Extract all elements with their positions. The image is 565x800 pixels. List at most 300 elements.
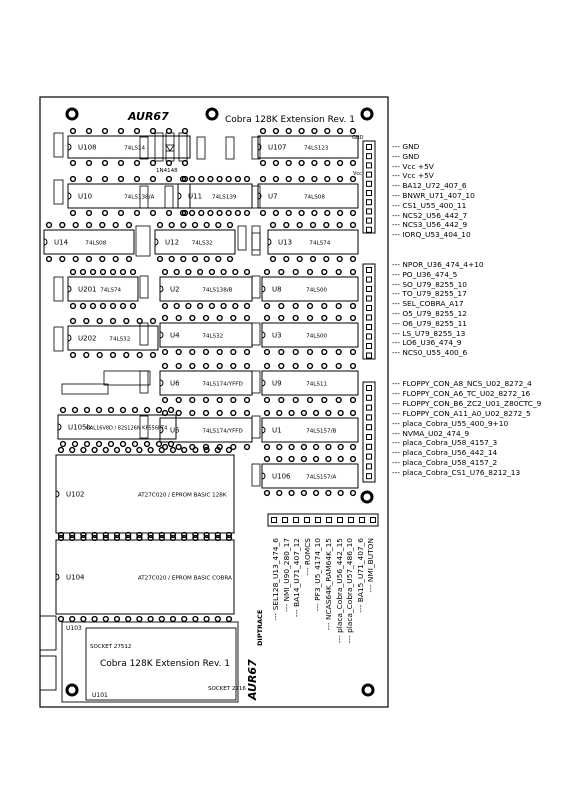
chip-ref: U201 (78, 285, 97, 294)
chip-pin (322, 398, 327, 403)
chip-pin (87, 161, 92, 166)
chip-pin (176, 316, 181, 321)
chip-pin (337, 223, 342, 228)
chip-pin (261, 161, 266, 166)
signal-label: --- CS1_U55_400_11 (392, 200, 467, 210)
chip-u3 (262, 316, 358, 355)
signal-label: --- SEL_COBRA_A17 (392, 299, 464, 309)
chip-pin (217, 364, 222, 369)
chip-pin (167, 177, 172, 182)
chip-pin (71, 211, 76, 216)
chip-pin (158, 223, 163, 228)
connector-pin (283, 518, 288, 523)
chip-pin (336, 350, 341, 355)
chip-part: 74LS00 (306, 287, 328, 294)
chip-pin (289, 491, 294, 496)
chip-pin (145, 442, 150, 447)
chip-pin (293, 304, 298, 309)
chip-pin (265, 304, 270, 309)
connector-pin (367, 315, 372, 320)
chip-pin (351, 411, 356, 416)
chip-pin (351, 177, 356, 182)
chip-pin (308, 304, 313, 309)
chip-pin (97, 353, 102, 358)
connector-pin (371, 518, 376, 523)
chip-pin (308, 398, 313, 403)
chip-pin (322, 304, 327, 309)
chip-pin (351, 350, 356, 355)
signal-label: --- NCS0_U55_400_6 (392, 348, 468, 358)
chip-pin (71, 353, 76, 358)
chip-pin (186, 270, 191, 275)
chip-pin (81, 448, 86, 453)
chip-pin (113, 223, 118, 228)
signal-label: --- FLOPPY_CON_A8_NCS_U02_8272_4 (392, 379, 532, 388)
connector-pin (367, 386, 372, 391)
chip-pin (151, 353, 156, 358)
chip-pin (70, 448, 75, 453)
chip-pin (265, 491, 270, 496)
chip-pin (245, 398, 250, 403)
chip-u104 (56, 533, 234, 622)
chip-pin (174, 270, 179, 275)
chip-pin (277, 491, 282, 496)
chip-pin (115, 448, 120, 453)
connector-pin (367, 353, 372, 358)
chip-pin (326, 491, 331, 496)
chip-part: 74LS123 (304, 145, 329, 152)
connector-pin (367, 154, 372, 159)
chip-pin (73, 408, 78, 413)
chip-pin (163, 270, 168, 275)
chip-pin (299, 161, 304, 166)
chip-pin (119, 211, 124, 216)
chip-pin (314, 411, 319, 416)
chip-pin (336, 364, 341, 369)
chip-pin (336, 304, 341, 309)
chip-pin (59, 617, 64, 622)
signal-label: --- IORQ_U53_404_10 (392, 230, 471, 240)
chip-pin (325, 211, 330, 216)
chip-pin (217, 411, 222, 416)
connector-pin (327, 518, 332, 523)
chip-ref: U5 (170, 426, 180, 435)
chip-ref: U106 (272, 472, 291, 481)
chip-pin (204, 364, 209, 369)
chip-pin (151, 211, 156, 216)
chip-pin (85, 442, 90, 447)
chip-u201 (68, 270, 138, 309)
chip-pin (111, 304, 116, 309)
connector-pin (367, 325, 372, 330)
signal-label: --- GND (392, 151, 420, 161)
chip-pin (204, 257, 209, 262)
board-title-top: Cobra 128K Extension Rev. 1 (225, 115, 356, 125)
chip-pin (279, 364, 284, 369)
chip-part: 74LS157/B (306, 428, 337, 435)
connector-pin (367, 415, 372, 420)
chip-pin (326, 445, 331, 450)
chip-pin (324, 257, 329, 262)
chip-pin (279, 304, 284, 309)
chip-pin (293, 364, 298, 369)
chip-pin (216, 257, 221, 262)
chip-pin (302, 445, 307, 450)
chip-pin (299, 177, 304, 182)
signal-label: --- BA12_U72_407_6 (392, 181, 467, 191)
chip-pin (245, 304, 250, 309)
signal-label: --- NPOR_U36_474_4+10 (392, 260, 484, 269)
chip-part: 74LS138/A (124, 194, 155, 201)
chip-pin (208, 177, 213, 182)
chip-part: 74LS32 (202, 333, 224, 340)
connector-top-right (363, 141, 375, 233)
chip-pin (92, 448, 97, 453)
chip-pin (148, 448, 153, 453)
signal-label: --- NCS2_U56_442_7 (392, 210, 468, 220)
signal-label-vertical: --- NMI_BUTON (366, 538, 376, 593)
chip-pin (87, 129, 92, 134)
chip-pin (71, 304, 76, 309)
chip-pin (85, 408, 90, 413)
chip-pin (221, 270, 226, 275)
chip-pin (119, 177, 124, 182)
chip-pin (71, 177, 76, 182)
chip-pin (109, 408, 114, 413)
chip-pin (121, 270, 126, 275)
chip-pin (199, 177, 204, 182)
chip-pin (322, 364, 327, 369)
chip-pin (159, 448, 164, 453)
chip-pin (226, 211, 231, 216)
chip-pin (131, 304, 136, 309)
chip-pin (208, 211, 213, 216)
chip-pin (97, 408, 102, 413)
chip-pin (322, 316, 327, 321)
chip-pin (351, 491, 356, 496)
chip-u9 (262, 364, 358, 403)
chip-ref: U12 (165, 238, 180, 247)
chip-pin (84, 353, 89, 358)
chip-pin (299, 211, 304, 216)
chip-pin (326, 411, 331, 416)
chip-pin (286, 161, 291, 166)
chip-pin (336, 316, 341, 321)
chip-pin (61, 408, 66, 413)
connector-pin (367, 395, 372, 400)
chip-pin (351, 304, 356, 309)
connector-pin (367, 277, 372, 282)
chip-pin (163, 350, 168, 355)
chip-pin (210, 270, 215, 275)
connector-pin (367, 172, 372, 177)
chip-pin (87, 223, 92, 228)
chip-pin (47, 223, 52, 228)
chip-pin (322, 350, 327, 355)
chip-pin (227, 617, 232, 622)
chip-pin (351, 316, 356, 321)
chip-u106 (262, 457, 358, 496)
chip-ref: U4 (170, 331, 180, 340)
connector-pin (367, 145, 372, 150)
chip-pin (245, 211, 250, 216)
chip-pin (338, 161, 343, 166)
chip-pin (100, 257, 105, 262)
chip-pin (198, 304, 203, 309)
chip-pin (137, 448, 142, 453)
signal-label: --- Vcc +5V (392, 161, 434, 171)
chip-part: AT27C020 / EPROM BASIC 128K (137, 492, 227, 499)
chip-pin (163, 398, 168, 403)
chip-pin (245, 270, 250, 275)
chip-pin (338, 411, 343, 416)
u101-label: U101 (92, 692, 108, 699)
chip-pin (193, 223, 198, 228)
chip-pin (124, 353, 129, 358)
signal-label: --- placa_Cobra_U55_400_9+10 (392, 418, 509, 428)
chip-pin (101, 304, 106, 309)
chip-pin (312, 161, 317, 166)
chip-pin (169, 408, 174, 413)
connector-pin (349, 518, 354, 523)
chip-pin (137, 617, 142, 622)
signal-label: --- placa_Cobra_U58_4157_2 (392, 458, 498, 468)
chip-pin (233, 304, 238, 309)
chip-pin (265, 364, 270, 369)
chip-pin (204, 411, 209, 416)
chip-pin (312, 129, 317, 134)
chip-pin (71, 129, 76, 134)
connector-pin (367, 334, 372, 339)
chip-pin (265, 457, 270, 462)
chip-pin (274, 129, 279, 134)
chip-pin (277, 411, 282, 416)
chip-pin (226, 177, 231, 182)
connector-pin (367, 405, 372, 410)
chip-ref: U14 (54, 238, 69, 247)
chip-pin (271, 223, 276, 228)
chip-pin (151, 319, 156, 324)
connector-middle-right (363, 264, 375, 359)
connector-bottom (268, 514, 378, 526)
chip-pin (119, 129, 124, 134)
chip-pin (351, 223, 356, 228)
chip-pin (131, 270, 136, 275)
chip-ref: U8 (272, 285, 282, 294)
gnd-label: GND (352, 135, 364, 141)
signal-label-vertical: --- placa_Cobra_U57_486_10 (345, 538, 355, 644)
chip-ref: U10 (78, 192, 93, 201)
vcc-label: Vcc (353, 171, 362, 177)
chip-ref: U1 (272, 426, 282, 435)
connector-pin (367, 191, 372, 196)
chip-pin (299, 129, 304, 134)
chip-pin (265, 316, 270, 321)
chip-pin (351, 398, 356, 403)
chip-pin (217, 316, 222, 321)
chip-pin (167, 211, 172, 216)
chip-pin (84, 319, 89, 324)
chip-pin (133, 408, 138, 413)
connector-pin (367, 218, 372, 223)
chip-pin (308, 270, 313, 275)
chip-pin (265, 411, 270, 416)
chip-u8 (262, 270, 358, 309)
chip-pin (157, 408, 162, 413)
chip-pin (163, 304, 168, 309)
chip-pin (81, 617, 86, 622)
chip-pin (351, 211, 356, 216)
chip-pin (231, 398, 236, 403)
chip-pin (286, 129, 291, 134)
chip-pin (286, 211, 291, 216)
chip-pin (81, 304, 86, 309)
chip-pin (101, 270, 106, 275)
chip-pin (121, 442, 126, 447)
chip-pin (228, 257, 233, 262)
chip-pin (245, 411, 250, 416)
chip-u108 (68, 129, 190, 166)
chip-pin (190, 350, 195, 355)
chip-pin (121, 304, 126, 309)
chip-part: 74LS08 (304, 194, 325, 201)
chip-pin (103, 448, 108, 453)
chip-pin (326, 457, 331, 462)
chip-pin (231, 316, 236, 321)
chip-pin (169, 257, 174, 262)
chip-pin (193, 257, 198, 262)
signal-label-vertical: --- SEL128_U13_474_6 (271, 538, 280, 621)
signal-label: --- PO_U36_474_5 (392, 269, 458, 279)
chip-pin (204, 316, 209, 321)
chip-pin (261, 129, 266, 134)
chip-pin (293, 316, 298, 321)
chip-pin (265, 350, 270, 355)
chip-pin (126, 617, 131, 622)
chip-pin (245, 364, 250, 369)
chip-part: 74LS174/YFFD (202, 381, 243, 388)
chip-pin (279, 350, 284, 355)
chip-pin (97, 442, 102, 447)
chip-u107 (258, 129, 358, 166)
chip-pin (265, 445, 270, 450)
connector-pin (367, 474, 372, 479)
chip-pin (279, 270, 284, 275)
chip-part: 74LS00 (306, 333, 328, 340)
chip-pin (103, 177, 108, 182)
logo-top: AUR67 (128, 110, 169, 123)
chip-part: 74LS08 (85, 240, 107, 247)
chip-u1 (262, 411, 358, 450)
chip-part: 74LS139 (212, 194, 237, 201)
chip-pin (135, 177, 140, 182)
connector-pin (367, 306, 372, 311)
chip-pin (351, 257, 356, 262)
chip-pin (163, 316, 168, 321)
chip-pin (231, 350, 236, 355)
signal-label: --- FLOPPY_CON_A6_TC_U02_8272_16 (392, 388, 531, 398)
chip-pin (115, 617, 120, 622)
signal-label: --- placa_Cobra_U56_442_14 (392, 448, 498, 458)
chip-pin (60, 223, 65, 228)
chip-pin (284, 223, 289, 228)
socket-right-label: SOCKET 2716 (208, 686, 246, 692)
chip-pin (176, 364, 181, 369)
chip-u13 (268, 223, 358, 262)
chip-pin (193, 617, 198, 622)
chip-pin (217, 177, 222, 182)
chip-pin (245, 445, 250, 450)
chip-pin (314, 457, 319, 462)
chip-pin (221, 304, 226, 309)
connector-pin (367, 296, 372, 301)
chip-pin (351, 364, 356, 369)
chip-ref: U2 (170, 285, 180, 294)
chip-pin (174, 304, 179, 309)
chip-pin (279, 398, 284, 403)
chip-pin (293, 350, 298, 355)
signal-label: --- placa_Cobra_CS1_U76_8212_13 (392, 468, 521, 478)
signal-label: --- NCS3_U56_442_9 (392, 220, 468, 230)
signal-label-vertical: --- ROMCS (302, 538, 312, 576)
chip-pin (308, 364, 313, 369)
chip-pin (103, 211, 108, 216)
signal-label: --- O5_U79_8255_12 (392, 309, 467, 318)
chip-pin (100, 223, 105, 228)
chip-pin (338, 177, 343, 182)
chip-u2 (160, 270, 252, 309)
chip-pin (204, 350, 209, 355)
chip-part: 74LS74 (100, 287, 122, 294)
chip-pin (176, 350, 181, 355)
chip-part: 74LS174/YFFD (202, 428, 243, 435)
chip-ref: U202 (78, 334, 97, 343)
connector-pin (367, 435, 372, 440)
chip-pin (338, 491, 343, 496)
chip-pin (71, 161, 76, 166)
chip-u14 (44, 223, 134, 262)
chip-part: 74LS32 (109, 336, 131, 343)
chip-pin (204, 617, 209, 622)
chip-pin (171, 617, 176, 622)
chip-ref: U6 (170, 379, 180, 388)
chip-pin (111, 353, 116, 358)
connector-pin (338, 518, 343, 523)
chip-ref: U108 (78, 143, 97, 152)
chip-pin (286, 177, 291, 182)
chip-pin (169, 223, 174, 228)
signal-label-vertical: --- BA14_U71_407_12 (292, 538, 302, 618)
chip-pin (91, 304, 96, 309)
chip-pin (199, 211, 204, 216)
chip-part: AT27C020 / EPROM BASIC COBRA (137, 575, 232, 582)
chip-pin (91, 270, 96, 275)
connector-pin (367, 200, 372, 205)
chip-pin (338, 445, 343, 450)
chip-pin (190, 316, 195, 321)
signal-label: --- FLOPPY_CON_A11_A0_U02_8272_5 (392, 408, 531, 418)
chip-pin (312, 177, 317, 182)
chip-pin (217, 398, 222, 403)
signal-label: --- BNWR_U71_407_10 (392, 191, 475, 200)
chip-pin (148, 617, 153, 622)
connector-pin (305, 518, 310, 523)
chip-pin (277, 457, 282, 462)
chip-pin (336, 270, 341, 275)
diode-symbol (166, 145, 174, 151)
chip-pin (289, 445, 294, 450)
chip-pin (190, 411, 195, 416)
